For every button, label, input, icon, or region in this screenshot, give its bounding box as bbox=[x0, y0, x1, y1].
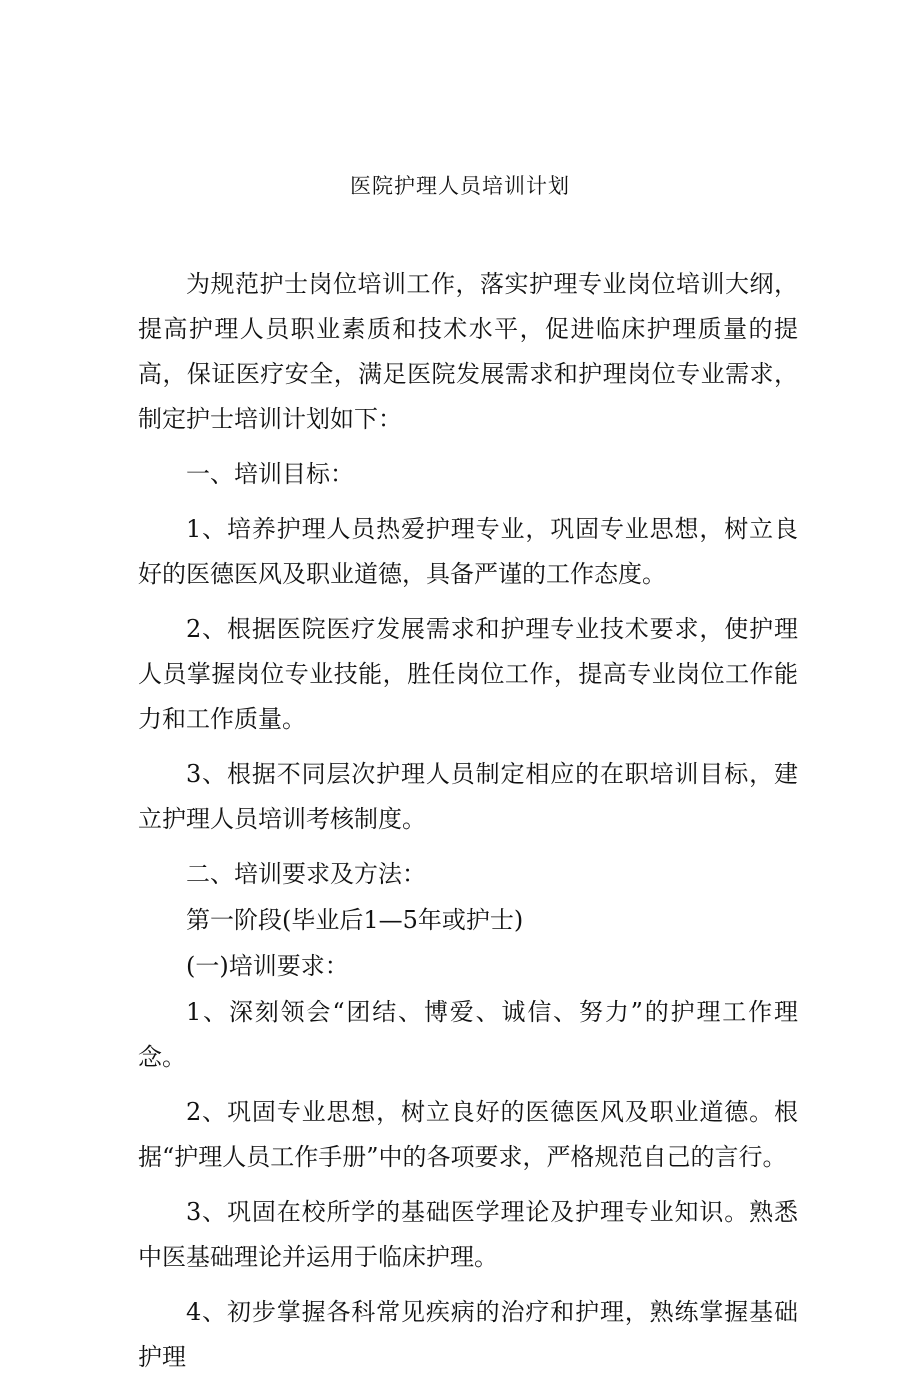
subsection-heading: (一)培训要求： bbox=[186, 952, 349, 980]
requirement-item-4: 4、初步掌握各科常见疾病的治疗和护理，熟练掌握基础护理 bbox=[138, 1298, 798, 1371]
section-heading-requirements: 二、培训要求及方法： bbox=[186, 860, 426, 888]
document-title: 医院护理人员培训计划 bbox=[350, 174, 570, 198]
intro-paragraph: 为规范护士岗位培训工作，落实护理专业岗位培训大纲，提高护理人员职业素质和技术水平，促进临床护理质量的提高，保证医疗安全，满足医院发展需求和护理岗位专业需求，制定护士培训计划如下： bbox=[138, 270, 798, 433]
document-body bbox=[138, 262, 798, 1390]
section-heading-goals: 一、培训目标： bbox=[186, 460, 354, 488]
requirement-item-1: 1、深刻领会“团结、博爱、诚信、努力”的护理工作理念。 bbox=[138, 998, 798, 1071]
goal-item-1: 1、培养护理人员热爱护理专业，巩固专业思想，树立良好的医德医风及职业道德，具备严谨的工作态度。 bbox=[138, 515, 798, 588]
requirement-item-2: 2、巩固专业思想，树立良好的医德医风及职业道德。根据“护理人员工作手册”中的各项要求，严格规范自己的言行。 bbox=[138, 1098, 798, 1171]
requirement-item-3: 3、巩固在校所学的基础医学理论及护理专业知识。熟悉中医基础理论并运用于临床护理。 bbox=[138, 1198, 798, 1271]
goal-item-2: 2、根据医院医疗发展需求和护理专业技术要求，使护理人员掌握岗位专业技能，胜任岗位工作，提高专业岗位工作能力和工作质量。 bbox=[138, 615, 798, 733]
goal-item-3: 3、根据不同层次护理人员制定相应的在职培训目标，建立护理人员培训考核制度。 bbox=[138, 760, 798, 833]
stage-heading: 第一阶段(毕业后1—5年或护士) bbox=[186, 906, 524, 934]
